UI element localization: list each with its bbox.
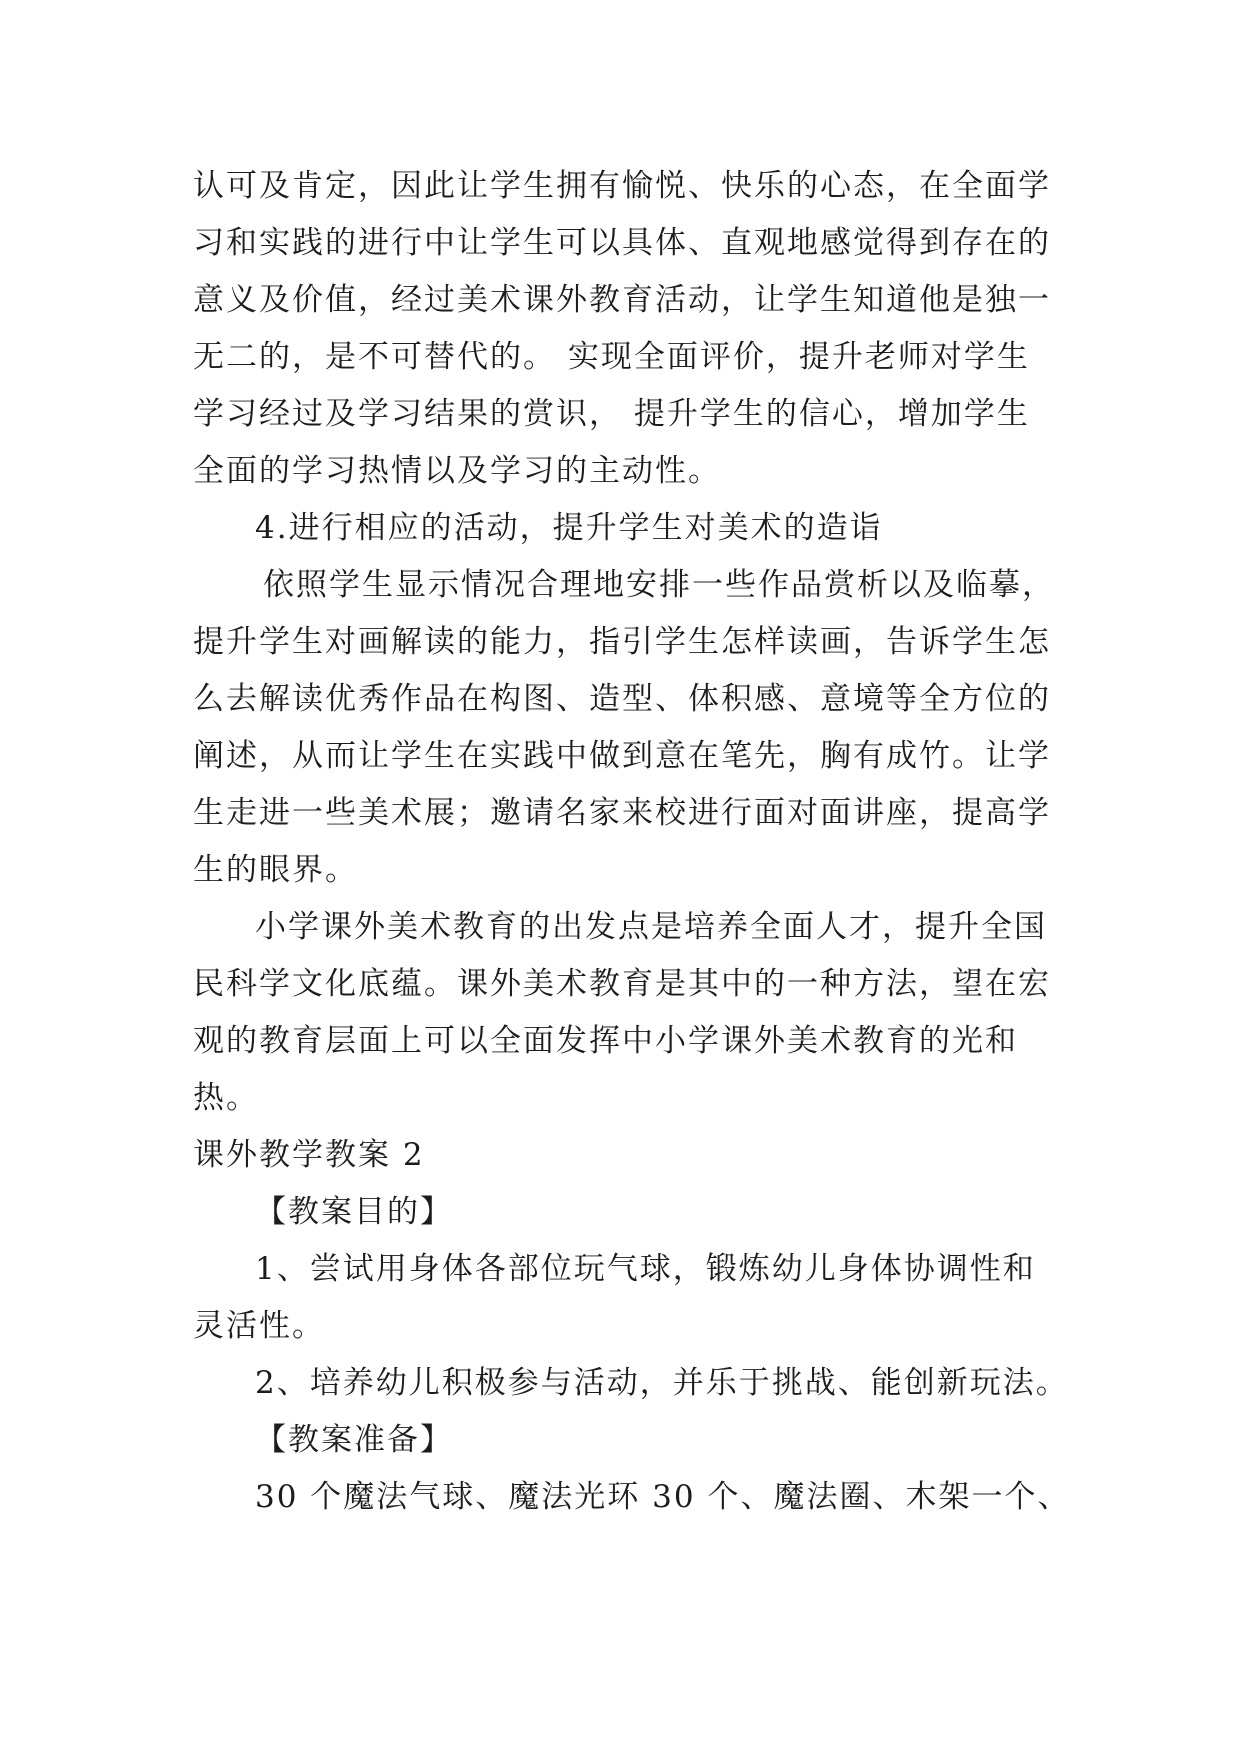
paragraph-line: 30 个魔法气球、魔法光环 30 个、魔法圈、木架一个、 xyxy=(255,1479,1071,1515)
paragraph-line: 民科学文化底蕴。课外美术教育是其中的一种方法，望在宏 xyxy=(193,966,1051,1002)
paragraph-line: 认可及肯定，因此让学生拥有愉悦、快乐的心态，在全面学 xyxy=(193,168,1051,204)
paragraph-line: 习和实践的进行中让学生可以具体、直观地感觉得到存在的 xyxy=(193,225,1051,261)
paragraph-line: 小学课外美术教育的出发点是培养全面人才，提升全国 xyxy=(255,909,1047,945)
paragraph-line: 意义及价值，经过美术课外教育活动，让学生知道他是独一 xyxy=(193,282,1051,318)
paragraph-line: 无二的，是不可替代的。 实现全面评价，提升老师对学生 xyxy=(193,339,1030,375)
list-item: 2、培养幼儿积极参与活动，并乐于挑战、能创新玩法。 xyxy=(255,1365,1069,1401)
section-heading: 【教案准备】 xyxy=(255,1422,453,1458)
paragraph-line: 生走进一些美术展；邀请名家来校进行面对面讲座，提高学 xyxy=(193,795,1051,831)
paragraph-line: 学习经过及学习结果的赏识， 提升学生的信心，增加学生 xyxy=(193,396,1030,432)
paragraph-line: 观的教育层面上可以全面发挥中小学课外美术教育的光和 xyxy=(193,1023,1018,1059)
document-title: 课外教学教案 2 xyxy=(193,1137,425,1173)
paragraph-line: 全面的学习热情以及学习的主动性。 xyxy=(193,453,721,489)
list-item-continuation: 灵活性。 xyxy=(193,1308,325,1344)
list-item: 1、尝试用身体各部位玩气球，锻炼幼儿身体协调性和 xyxy=(255,1251,1036,1287)
paragraph-line: 生的眼界。 xyxy=(193,852,358,888)
paragraph-line: 么去解读优秀作品在构图、造型、体积感、意境等全方位的 xyxy=(193,681,1051,717)
paragraph-line: 热。 xyxy=(193,1080,259,1116)
paragraph-line: 依照学生显示情况合理地安排一些作品赏析以及临摹， xyxy=(263,567,1055,603)
paragraph-line: 阐述，从而让学生在实践中做到意在笔先，胸有成竹。让学 xyxy=(193,738,1051,774)
section-heading: 【教案目的】 xyxy=(255,1194,453,1230)
paragraph-line: 提升学生对画解读的能力，指引学生怎样读画，告诉学生怎 xyxy=(193,624,1051,660)
section-heading: 4.进行相应的活动，提升学生对美术的造诣 xyxy=(255,510,883,546)
